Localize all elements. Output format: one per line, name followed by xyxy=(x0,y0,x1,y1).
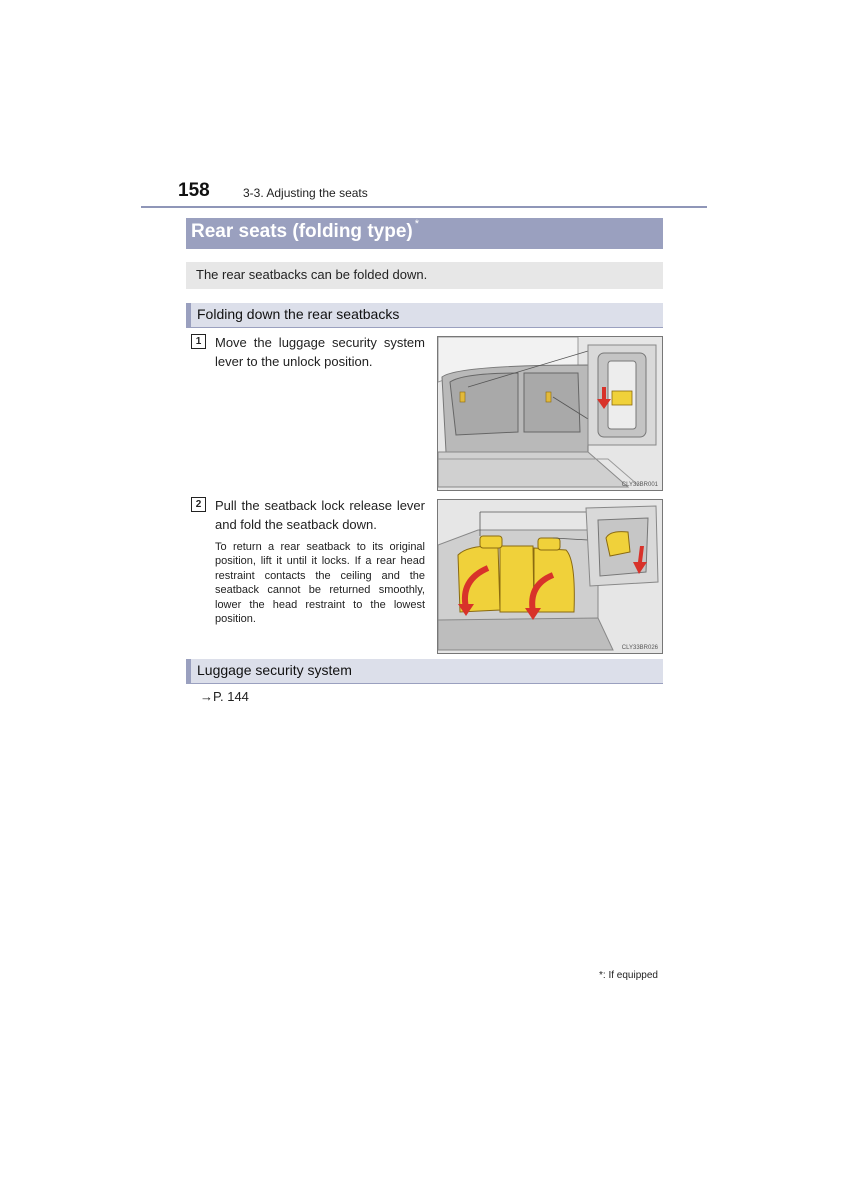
page-number: 158 xyxy=(178,180,210,201)
header-divider xyxy=(141,206,707,208)
section-heading-luggage xyxy=(186,659,663,683)
step-number-1: 1 xyxy=(191,334,206,349)
step-number-2: 2 xyxy=(191,497,206,512)
if-equipped-marker: * xyxy=(414,218,419,230)
seatback-fold-drawing xyxy=(438,500,662,653)
section-heading-folding xyxy=(186,303,663,327)
section-breadcrumb: 3-3. Adjusting the seats xyxy=(243,186,368,200)
trunk-lever-drawing xyxy=(438,337,662,490)
section-heading-luggage-text: Luggage security system xyxy=(197,662,352,678)
section-heading-folding-text: Folding down the rear seatbacks xyxy=(197,306,400,322)
intro-box xyxy=(186,262,663,289)
page-title-bar xyxy=(186,218,663,249)
trunk-lever-illustration xyxy=(437,336,663,491)
step-2-note: To return a rear seatback to its original position, lift it until it locks. If a rear head restraint contacts the ceiling and the seatback cannot be returned smoothly, lower the head restraint to the lowest position. xyxy=(215,541,425,626)
page-reference-link[interactable]: →P. 144 xyxy=(200,689,249,704)
footnote: *: If equipped xyxy=(599,970,658,981)
page-title-text: Rear seats (folding type) xyxy=(191,221,413,242)
page-title xyxy=(191,218,419,243)
intro-text: The rear seatbacks can be folded down. xyxy=(196,267,428,282)
seatback-fold-illustration xyxy=(437,499,663,654)
image-code-1: CLY33BR001 xyxy=(621,482,658,488)
step-text-2: Pull the seatback lock release lever and fold the seatback down. xyxy=(215,498,425,532)
step-text-1: Move the luggage security system lever to the unlock position. xyxy=(215,335,425,369)
image-code-2: CLY33BR026 xyxy=(621,645,658,651)
